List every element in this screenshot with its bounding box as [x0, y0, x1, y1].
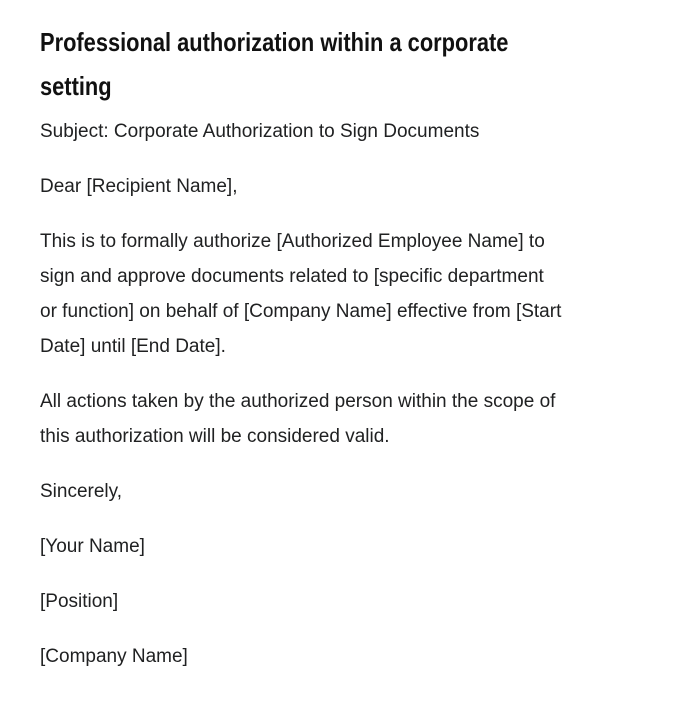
signature-position-line: [Position] — [40, 591, 119, 612]
validity-line-2: this authorization will be considered valid. — [40, 426, 390, 447]
paragraph-signature-position — [40, 584, 672, 619]
paragraph-signature-name — [40, 529, 672, 564]
validity-line-1: All actions taken by the authorized person within the scope of — [40, 391, 556, 412]
closing-line: Sincerely, — [40, 481, 123, 502]
document-title — [40, 20, 672, 108]
paragraph-subject — [40, 114, 672, 149]
authorization-line-4: Date] until [End Date]. — [40, 336, 226, 357]
salutation-line: Dear [Recipient Name], — [40, 176, 238, 197]
paragraph-validity-statement — [40, 384, 672, 454]
paragraph-authorization-statement — [40, 224, 672, 364]
paragraph-signature-company — [40, 639, 672, 674]
subject-line: Subject: Corporate Authorization to Sign Documents — [40, 121, 480, 142]
authorization-line-3: or function] on behalf of [Company Name] effective from [Start — [40, 301, 562, 322]
signature-name-line: [Your Name] — [40, 536, 145, 557]
authorization-line-1: This is to formally authorize [Authorized Employee Name] to — [40, 231, 545, 252]
authorization-line-2: sign and approve documents related to [specific department — [40, 266, 544, 287]
document-title-line-1: Professional authorization within a corporate — [40, 27, 509, 57]
paragraph-closing — [40, 474, 672, 509]
paragraph-salutation — [40, 169, 672, 204]
document-title-line-2: setting — [40, 71, 112, 101]
signature-company-line: [Company Name] — [40, 646, 188, 667]
